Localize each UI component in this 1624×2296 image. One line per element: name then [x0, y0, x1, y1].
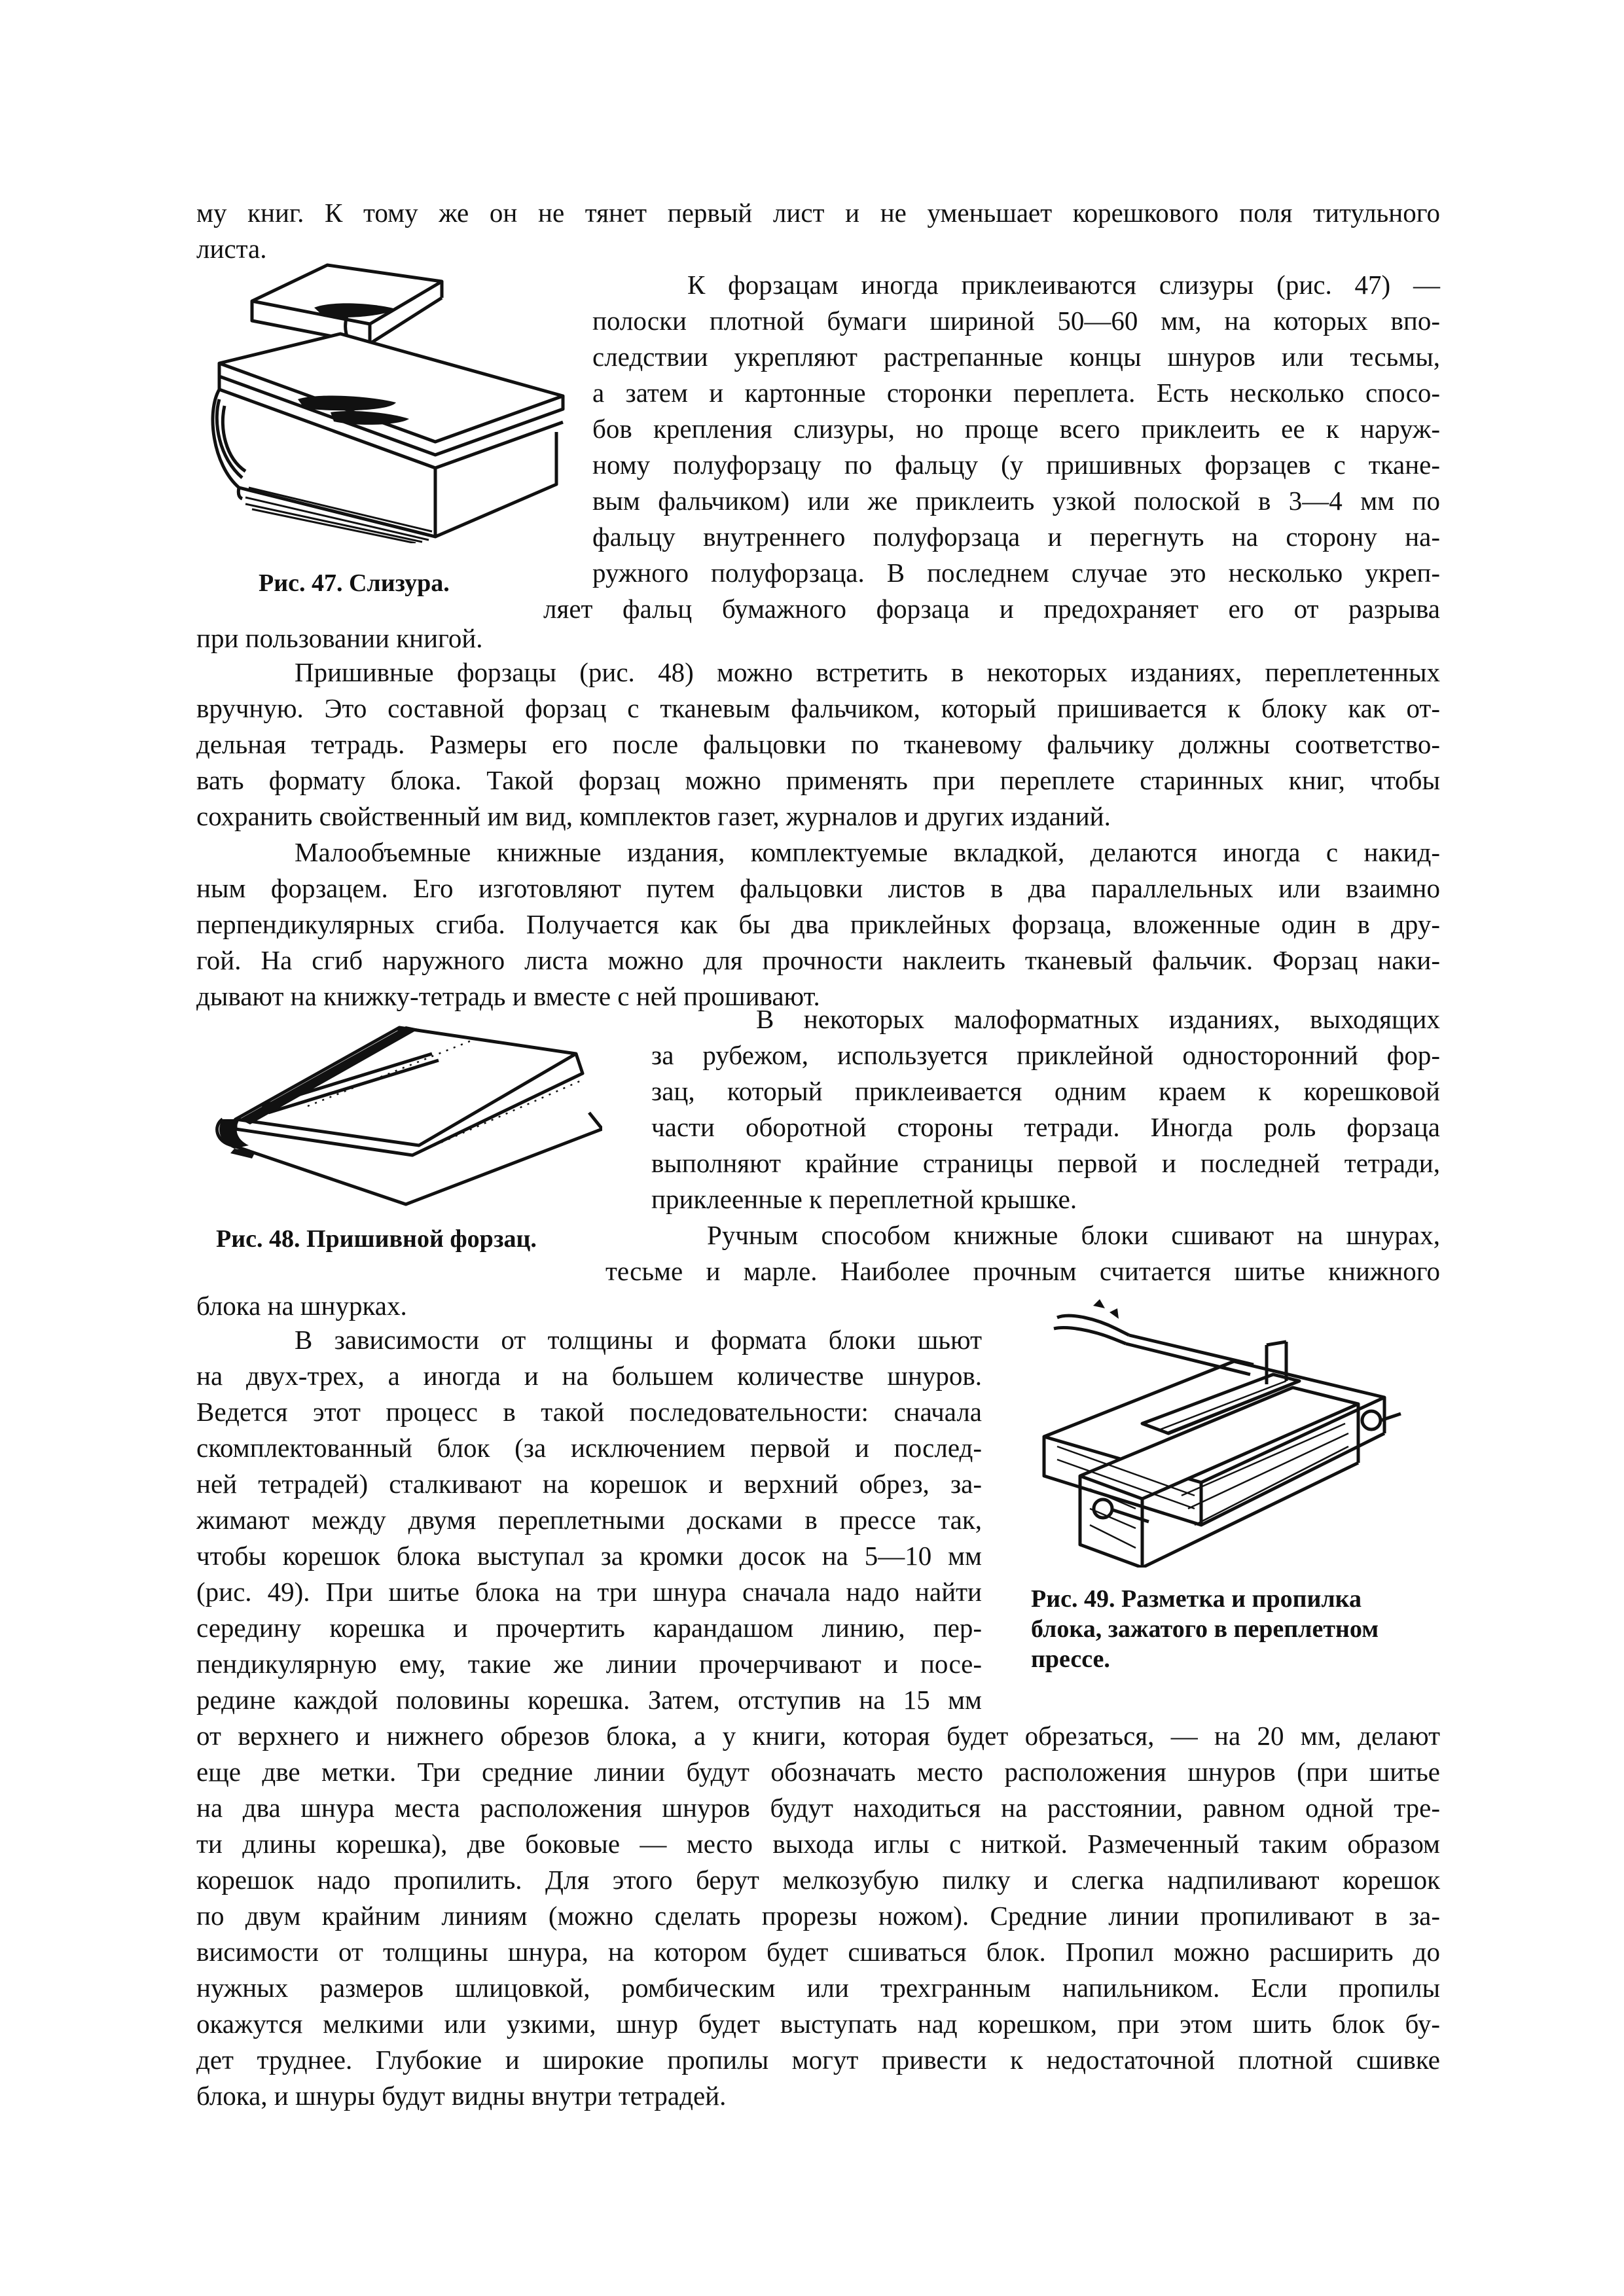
text-line: следствии укрепляют растрепанные концы шнуров или тесьмы, [592, 342, 1440, 372]
text-line: вым фальчиком) или же приклеить узкой полоской в 3—4 мм по [592, 486, 1440, 516]
text-line: еще две метки. Три средние линии будут обозначать место расположения шнуров (при шитье [196, 1757, 1440, 1787]
text-line: пендикулярную ему, такие же линии прочерчивают и посе- [196, 1649, 982, 1679]
text-line: зац, который приклеивается одним краем к корешковой [651, 1076, 1440, 1106]
text-line: редине каждой половины корешка. Затем, отступив на 15 мм [196, 1685, 982, 1715]
text-line: Ручным способом книжные блоки сшивают на шнурах, [707, 1220, 1440, 1250]
text-line: чтобы корешок блока выступал за кромки досок на 5—10 мм [196, 1541, 982, 1571]
text-line: ным форзацем. Его изготовляют путем фальцовки листов в два параллельных или взаимно [196, 873, 1440, 903]
figure-47-slizura-illustration [200, 262, 573, 543]
text-line: середину корешка и прочертить карандашом линию, пер- [196, 1613, 982, 1643]
text-line: на два шнура места расположения шнуров будут находиться на расстоянии, равном одной тре- [196, 1793, 1440, 1823]
text-line: блока, и шнуры будут видны внутри тетрадей. [196, 2081, 727, 2111]
text-line: скомплектованный блок (за исключением первой и послед- [196, 1433, 982, 1463]
text-line: Малообъемные книжные издания, комплектуемые вкладкой, делаются иногда с накид- [295, 837, 1440, 867]
text-line: ному полуфорзацу по фальцу (у пришивных форзацев с ткане- [592, 450, 1440, 480]
text-line: выполняют крайние страницы первой и последней тетради, [651, 1148, 1440, 1178]
text-line: вать формату блока. Такой форзац можно применять при переплете старинных книг, чтобы [196, 765, 1440, 795]
text-line: (рис. 49). При шитье блока на три шнура сначала надо найти [196, 1577, 982, 1607]
text-line: фальцу внутреннего полуфорзаца и перегнуть на сторону на- [592, 522, 1440, 552]
text-line: а затем и картонные сторонки переплета. Есть несколько спосо- [592, 378, 1440, 408]
text-line: перпендикулярных сгиба. Получается как бы два приклейных форзаца, вложенные один в дру- [196, 909, 1440, 939]
text-line: корешок надо пропилить. Для этого берут мелкозубую пилку и слегка надпиливают корешок [196, 1865, 1440, 1895]
figure-48-sewn-endpaper-illustration [196, 1014, 602, 1211]
text-line: В некоторых малоформатных изданиях, выходящих [756, 1004, 1440, 1034]
text-line: вручную. Это составной форзац с тканевым фальчиком, который пришивается к блоку как от- [196, 693, 1440, 723]
text-line: нужных размеров шлицовкой, ромбическим или трехгранным напильником. Если пропилы [196, 1973, 1440, 2003]
text-line: висимости от толщины шнура, на котором будет сшиваться блок. Пропил можно расширить до [196, 1937, 1440, 1967]
text-line: от верхнего и нижнего обрезов блока, а у книги, которая будет обрезаться, — на 20 мм, делают [196, 1721, 1440, 1751]
figure-49-caption-line-3: прессе. [1031, 1645, 1110, 1673]
text-line: му книг. К тому же он не тянет первый лист и не уменьшает корешкового поля титульного [196, 198, 1440, 228]
text-line: гой. На сгиб наружного листа можно для прочности наклеить тканевый фальчик. Форзац наки- [196, 945, 1440, 975]
figure-48-caption: Рис. 48. Пришивной форзац. [216, 1225, 537, 1253]
figure-49-caption-line-1: Рис. 49. Разметка и пропилка [1031, 1585, 1362, 1613]
text-line: части оборотной стороны тетради. Иногда роль форзаца [651, 1112, 1440, 1142]
text-line: ружного полуфорзаца. В последнем случае это несколько укреп- [592, 558, 1440, 588]
text-line: окажутся мелкими или узкими, шнур будет выступать над корешком, при этом шить блок бу- [196, 2009, 1440, 2039]
text-line: на двух-трех, а иногда и на большем количестве шнуров. [196, 1361, 982, 1391]
text-line: бов крепления слизуры, но проще всего приклеить ее к наруж- [592, 414, 1440, 444]
text-line: листа. [196, 234, 267, 264]
text-line: жимают между двумя переплетными досками в прессе так, [196, 1505, 982, 1535]
figure-49-caption-line-2: блока, зажатого в переплетном [1031, 1615, 1379, 1643]
text-line: Ведется этот процесс в такой последовательности: сначала [196, 1397, 982, 1427]
text-line: полоски плотной бумаги шириной 50—60 мм, на которых впо- [592, 306, 1440, 336]
text-line: при пользовании книгой. [196, 623, 483, 653]
text-line: ней тетрадей) сталкивают на корешок и верхний обрез, за- [196, 1469, 982, 1499]
text-line: тесьме и марле. Наиболее прочным считается шитье книжного [605, 1256, 1440, 1286]
text-line: К форзацам иногда приклеиваются слизуры (рис. 47) — [687, 270, 1440, 300]
text-line: приклеенные к переплетной крышке. [651, 1184, 1077, 1214]
figure-49-press-illustration [1018, 1299, 1404, 1568]
text-line: ти длины корешка), две боковые — место выхода иглы с ниткой. Размеченный таким образом [196, 1829, 1440, 1859]
text-line: В зависимости от толщины и формата блоки шьют [295, 1325, 982, 1355]
text-line: Пришивные форзацы (рис. 48) можно встретить в некоторых изданиях, переплетенных [295, 657, 1440, 687]
text-line: за рубежом, используется приклейной односторонний фор- [651, 1040, 1440, 1070]
figure-47-caption: Рис. 47. Слизура. [259, 569, 450, 597]
text-line: блока на шнурках. [196, 1291, 407, 1321]
text-line: дывают на книжку-тетрадь и вместе с ней прошивают. [196, 981, 820, 1011]
text-line: ляет фальц бумажного форзаца и предохраняет его от разрыва [543, 594, 1440, 624]
text-line: дельная тетрадь. Размеры его после фальцовки по тканевому фальчику должны соответство- [196, 729, 1440, 759]
text-line: дет труднее. Глубокие и широкие пропилы могут привести к недостаточной плотной сшивке [196, 2045, 1440, 2075]
text-line: по двум крайним линиям (можно сделать прорезы ножом). Средние линии пропиливают в за- [196, 1901, 1440, 1931]
text-line: сохранить свойственный им вид, комплектов газет, журналов и других изданий. [196, 801, 1111, 831]
